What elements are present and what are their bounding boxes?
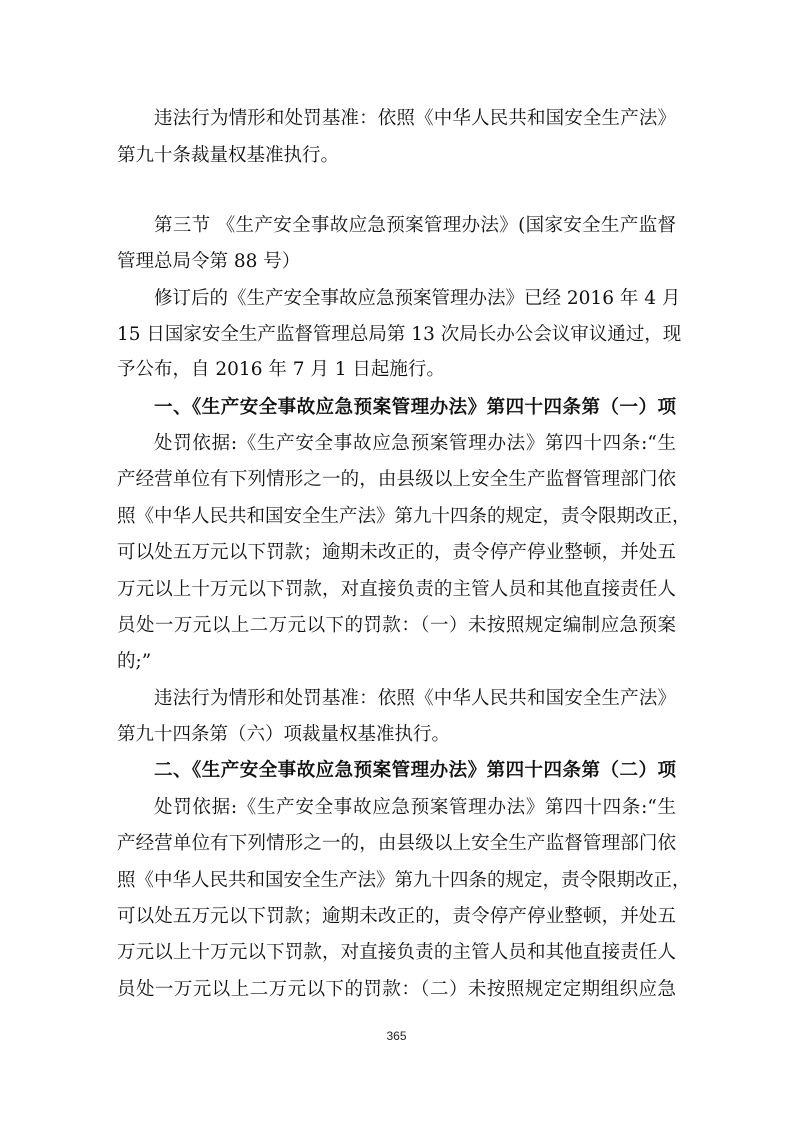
document-page: 违法行为情形和处罚基准：依照《中华人民共和国安全生产法》 第九十条裁量权基准执行。 第三节 《生产安全事故应急预案管理办法》(国家安全生产监督 管理总局令第 88 号） 修订后的《生产安全事故应急预案管理办法》已经 2016 年 4 月 15 日国家安全生产监督管理总局第 13 次局长办公会议审议通过，现 予公布，自 2016 年 7 月 1 日起施行。 一、《生产安全事故应急预案管理办法》第四十四条第（一）项 处罚依据:《生产安全事故应急预案管理办法》第四十四条:“生 产经营单位有下列情形之一的，由县级以上安全生产监督管理部门依 照《中华人民共和国安全生产法》第九十四条的规定，责令限期改正， 可以处五万元以下罚款；逾期未改正的，责令停产停业整顿，并处五 万元以上十万元以下罚款，对直接负责的主管人员和其他直接责任人 员处一万元以上二万元以下的罚款：（一）未按照规定编制应急预案 的;” 违法行为情形和处罚基准：依照《中华人民共和国安全生产法》 第九十四条第（六）项裁量权基准执行。 二、《生产安全事故应急预案管理办法》第四十四条第（二）项 处罚依据:《生产安全事故应急预案管理办法》第四十四条:“生 产经营单位有下列情形之一的，由县级以上安全生产监督管理部门依 照《中华人民共和国安全生产法》第九十四条的规定，责令限期改正， 可以处五万元以下罚款；逾期未改正的，责令停产停业整顿，并处五 万元以上十万元以下罚款，对直接负责的主管人员和其他直接责任人 员处一万元以上二万元以下的罚款：（二）未按照规定定期组织应急 365 — [0, 0, 793, 1122]
page-number: 365 — [386, 1029, 407, 1043]
